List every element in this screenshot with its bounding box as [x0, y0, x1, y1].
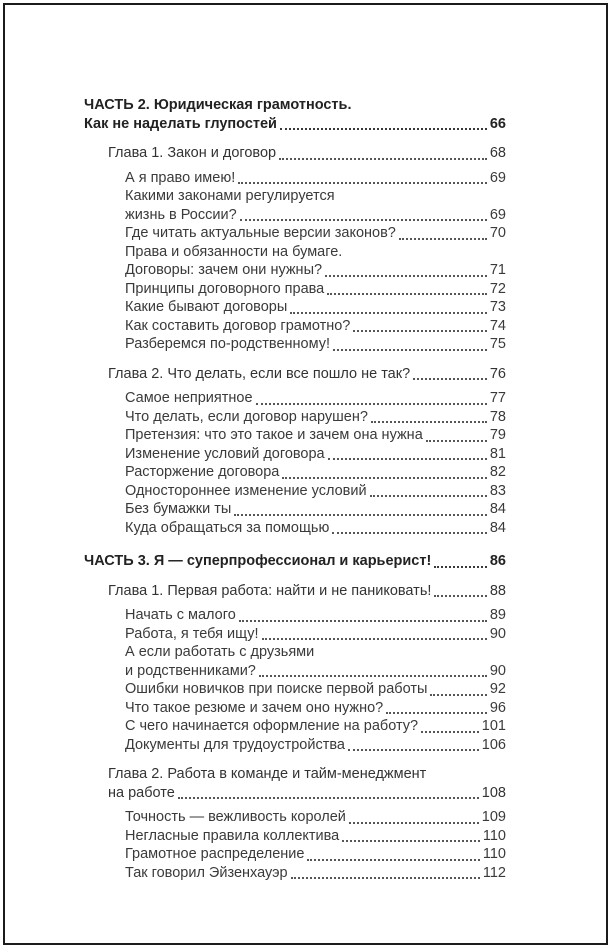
toc-line	[125, 625, 506, 644]
toc-title-text: Документы для трудоустройства	[125, 736, 345, 753]
page-number: 86	[489, 553, 506, 569]
toc-line	[125, 317, 506, 336]
toc-entry-chapter	[108, 582, 506, 601]
page-number: 106	[481, 736, 506, 753]
page-number: 81	[489, 445, 506, 462]
toc-line	[125, 408, 506, 427]
toc-entry-item	[125, 625, 506, 644]
dotted-leader	[290, 312, 487, 314]
toc-title-text: Глава 1. Первая работа: найти и не паниковать!	[108, 582, 432, 599]
dotted-leader	[328, 458, 487, 460]
dotted-leader	[399, 238, 487, 240]
page-number: 112	[482, 864, 506, 881]
toc-line	[125, 845, 506, 864]
toc-line	[108, 765, 506, 784]
toc-entry-item	[125, 808, 506, 827]
dotted-leader	[259, 675, 487, 677]
dotted-leader	[256, 403, 487, 405]
toc-line	[125, 463, 506, 482]
toc-entry-item	[125, 445, 506, 464]
toc-title-text: Ошибки новичков при поиске первой работы	[125, 681, 428, 697]
toc-line	[125, 827, 506, 846]
toc-line	[125, 206, 506, 225]
toc-title-text: Глава 1. Закон и договор	[108, 145, 277, 161]
toc-title-text: Самое неприятное	[125, 390, 253, 406]
dotted-leader	[239, 620, 487, 622]
toc-title-text: Что делать, если договор нарушен?	[125, 408, 368, 425]
page-number: 88	[489, 582, 506, 599]
page-number: 83	[489, 482, 506, 499]
page-number: 72	[489, 280, 506, 297]
toc-entry-item	[125, 643, 506, 680]
toc-entry-item	[125, 389, 506, 408]
page-number: 71	[489, 262, 506, 278]
toc-line	[108, 582, 506, 601]
toc-entry-chapter	[108, 765, 506, 802]
toc-line	[108, 784, 506, 803]
dotted-leader	[426, 440, 487, 442]
toc-entry-item	[125, 699, 506, 718]
dotted-leader	[325, 275, 487, 277]
toc-title-text: Глава 2. Работа в команде и тайм-менеджмент	[108, 766, 427, 782]
page-number: 75	[489, 336, 506, 352]
page-number: 78	[489, 408, 506, 425]
toc-line	[125, 389, 506, 408]
toc-title-text: А если работать с друзьями	[125, 644, 315, 660]
page-number: 109	[481, 809, 506, 825]
toc-title-text: Грамотное распределение	[125, 846, 305, 862]
toc-title-text: ЧАСТЬ 2. Юридическая грамотность.	[84, 97, 352, 113]
toc-line	[125, 224, 506, 243]
page-number: 92	[489, 681, 506, 697]
page-number: 68	[489, 145, 506, 161]
page-number: 66	[489, 115, 506, 132]
toc-line	[125, 298, 506, 317]
page-number: 79	[489, 427, 506, 443]
toc-line	[125, 606, 506, 625]
page-number: 108	[481, 784, 506, 801]
page-number: 69	[489, 206, 506, 223]
toc-entry-item	[125, 243, 506, 280]
toc-entry-chapter	[108, 365, 506, 384]
dotted-leader	[282, 477, 486, 479]
page-number: 74	[489, 317, 506, 334]
toc-line	[125, 187, 506, 206]
dotted-leader	[430, 694, 486, 696]
toc-line	[125, 699, 506, 718]
dotted-leader	[332, 532, 487, 534]
dotted-leader	[333, 349, 487, 351]
toc-line	[84, 552, 506, 571]
toc-title-text: Негласные правила коллектива	[125, 827, 340, 844]
toc-line	[125, 643, 506, 662]
dotted-leader	[371, 421, 487, 423]
toc-line	[84, 115, 506, 134]
toc-title-text: и родственниками?	[125, 662, 256, 679]
toc-title-text: Какими законами регулируется	[125, 188, 335, 204]
toc-line	[125, 680, 506, 699]
toc-line	[125, 261, 506, 280]
toc-entry-item	[125, 500, 506, 519]
toc-line	[108, 144, 506, 163]
page-number: 84	[489, 501, 506, 517]
toc-entry-item	[125, 187, 506, 224]
toc-entry-item	[125, 864, 506, 883]
page-number: 110	[482, 846, 506, 862]
page-number: 90	[489, 662, 506, 679]
toc-entry-item	[125, 408, 506, 427]
dotted-leader	[240, 219, 487, 221]
toc-entry-item	[125, 482, 506, 501]
toc-entry-item	[125, 463, 506, 482]
toc-line	[84, 96, 506, 115]
toc-line	[125, 808, 506, 827]
toc-entry-part	[84, 552, 506, 571]
toc-title-text: Работа, я тебя ищу!	[125, 625, 259, 642]
dotted-leader	[279, 158, 487, 160]
dotted-leader	[434, 566, 487, 568]
toc-entry-item	[125, 280, 506, 299]
dotted-leader	[349, 822, 479, 824]
toc-entry-item	[125, 298, 506, 317]
toc-title-text: Точность — вежливость королей	[125, 809, 346, 825]
toc-title-text: Куда обращаться за помощью	[125, 519, 330, 536]
toc-title-text: С чего начинается оформление на работу?	[125, 718, 419, 734]
toc-entry-chapter	[108, 144, 506, 163]
toc-line	[125, 280, 506, 299]
toc-title-text: Принципы договорного права	[125, 280, 325, 297]
page-number: 76	[489, 365, 506, 382]
toc-entry-item	[125, 335, 506, 354]
toc-title-text: Какие бывают договоры	[125, 299, 288, 315]
toc-title-text: Где читать актуальные версии законов?	[125, 225, 396, 241]
toc-title-text: Как составить договор грамотно?	[125, 317, 351, 334]
dotted-leader	[353, 330, 487, 332]
toc-title-text: Изменение условий договора	[125, 445, 325, 462]
page-number: 82	[489, 464, 506, 480]
toc-line	[125, 500, 506, 519]
page-number: 73	[489, 299, 506, 315]
dotted-leader	[327, 293, 487, 295]
page-number: 69	[489, 169, 506, 186]
dotted-leader	[342, 840, 480, 842]
toc-title-text: Как не наделать глупостей	[84, 115, 277, 132]
toc-title-text: А я право имею!	[125, 169, 236, 186]
toc-title-text: Разберемся по-родственному!	[125, 336, 331, 352]
page-number: 77	[489, 390, 506, 406]
toc-line	[125, 335, 506, 354]
toc-line	[125, 519, 506, 538]
dotted-leader	[238, 182, 487, 184]
toc-title-text: Начать с малого	[125, 607, 236, 623]
toc-line	[125, 662, 506, 681]
dotted-leader	[348, 749, 479, 751]
dotted-leader	[291, 877, 480, 879]
toc-line	[125, 243, 506, 262]
page-number: 101	[481, 718, 506, 734]
toc-title-text: Договоры: зачем они нужны?	[125, 262, 323, 278]
toc-line	[125, 169, 506, 188]
toc-entry-item	[125, 519, 506, 538]
toc-entry-item	[125, 606, 506, 625]
dotted-leader	[280, 128, 487, 130]
toc-line	[125, 864, 506, 883]
dotted-leader	[413, 378, 487, 380]
toc-title-text: Без бумажки ты	[125, 501, 232, 517]
toc-title-text: Так говорил Эйзенхауэр	[125, 864, 288, 881]
toc-line	[108, 365, 506, 384]
toc-title-text: Права и обязанности на бумаге.	[125, 243, 343, 260]
dotted-leader	[386, 712, 487, 714]
toc-entry-item	[125, 717, 506, 736]
toc-entry-item	[125, 827, 506, 846]
toc-title-text: Претензия: что это такое и зачем она нужна	[125, 427, 423, 443]
toc-title-text: жизнь в России?	[125, 206, 237, 223]
toc-line	[125, 717, 506, 736]
toc-entry-part	[84, 96, 506, 133]
dotted-leader	[262, 638, 487, 640]
toc-title-text: Глава 2. Что делать, если все пошло не так?	[108, 365, 411, 382]
dotted-leader	[234, 514, 487, 516]
toc-title-text: Что такое резюме и зачем оно нужно?	[125, 699, 384, 716]
dotted-leader	[370, 495, 487, 497]
page-number: 70	[489, 225, 506, 241]
dotted-leader	[434, 595, 486, 597]
toc-entry-item	[125, 169, 506, 188]
toc-title-text: Одностороннее изменение условий	[125, 482, 367, 499]
page-number: 90	[489, 625, 506, 642]
toc-line	[125, 426, 506, 445]
page-number: 84	[489, 519, 506, 536]
toc-entry-item	[125, 317, 506, 336]
toc-title-text: Расторжение договора	[125, 464, 280, 480]
toc-line	[125, 445, 506, 464]
dotted-leader	[421, 731, 479, 733]
toc-title-text: на работе	[108, 784, 175, 801]
toc-entry-item	[125, 224, 506, 243]
dotted-leader	[307, 859, 479, 861]
page-number: 89	[489, 607, 506, 623]
table-of-contents	[84, 96, 506, 882]
toc-title-text: ЧАСТЬ 3. Я — суперпрофессионал и карьерист!	[84, 553, 432, 569]
page-number: 96	[489, 699, 506, 716]
toc-entry-item	[125, 680, 506, 699]
toc-line	[125, 482, 506, 501]
toc-entry-item	[125, 426, 506, 445]
dotted-leader	[178, 797, 479, 799]
page-number: 110	[482, 827, 506, 844]
toc-entry-item	[125, 736, 506, 755]
toc-entry-item	[125, 845, 506, 864]
toc-line	[125, 736, 506, 755]
